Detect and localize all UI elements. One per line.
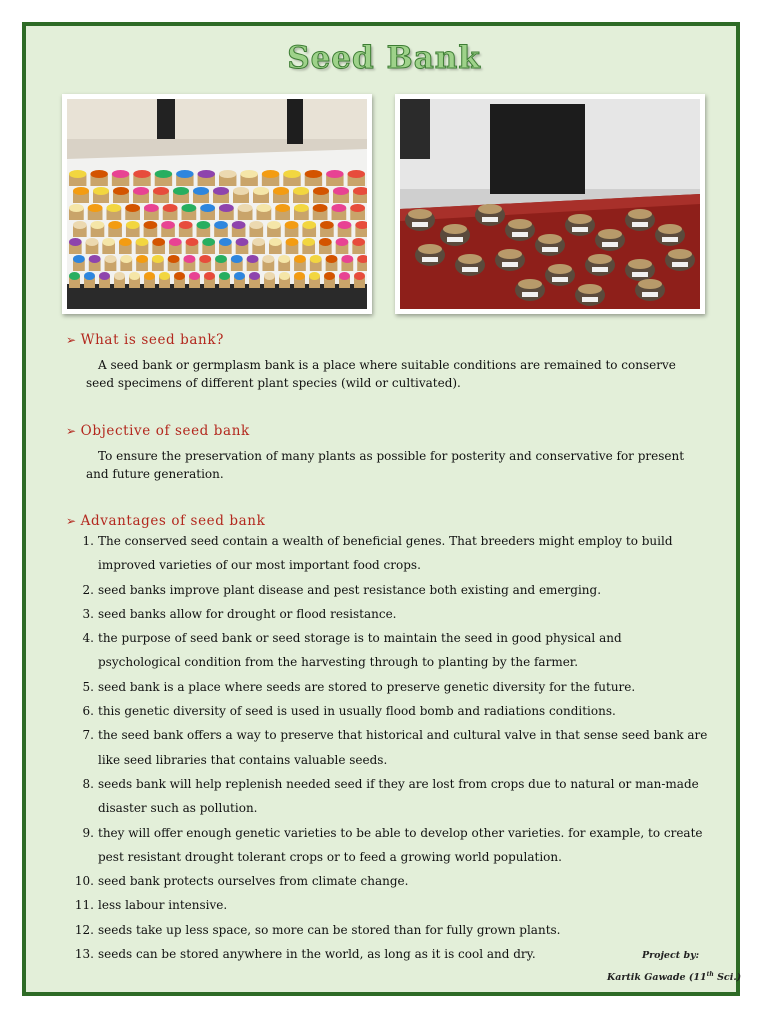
jar-cap bbox=[91, 221, 105, 229]
paragraph-text: A seed bank or germplasm bank is a place where suitable conditions are remained to conserve seed specimens of different plant species (wild or cultivated). bbox=[86, 358, 676, 390]
jar-cap bbox=[286, 238, 299, 246]
jar-cap bbox=[69, 272, 80, 280]
project-author bbox=[607, 971, 741, 983]
seed-jars-photo bbox=[62, 94, 372, 314]
list-number: 7. bbox=[82, 728, 94, 743]
jar-cap bbox=[240, 170, 257, 178]
list-text: seed bank is a place where seeds are stored to preserve genetic diversity for the future. bbox=[98, 679, 636, 694]
list-number: 1. bbox=[82, 534, 94, 548]
pot-label bbox=[582, 297, 598, 302]
jar-cap bbox=[293, 187, 309, 195]
pot-seeds bbox=[408, 209, 432, 219]
jar-cap bbox=[313, 187, 329, 195]
list-text: this genetic diversity of seed is used in usually flood bomb and radiations conditions. bbox=[98, 704, 616, 719]
jar-cap bbox=[341, 255, 353, 263]
jar-cap bbox=[238, 204, 253, 212]
pot-label bbox=[502, 262, 518, 267]
jar-cap bbox=[168, 255, 180, 263]
jar-cap bbox=[219, 170, 236, 178]
pot-seeds bbox=[508, 219, 532, 229]
jar-cap bbox=[313, 204, 328, 212]
jar-cap bbox=[88, 204, 103, 212]
pot-seeds bbox=[498, 249, 522, 259]
list-item bbox=[82, 723, 708, 772]
jar-cap bbox=[113, 187, 129, 195]
jar-cap bbox=[197, 221, 211, 229]
pot-seeds bbox=[598, 229, 622, 239]
pot-label bbox=[662, 237, 678, 242]
seed-pots-photo bbox=[395, 94, 705, 314]
jar-cap bbox=[294, 272, 305, 280]
jar-cap bbox=[202, 238, 215, 246]
heading-what-is-seed-bank bbox=[66, 332, 224, 348]
jar-cap bbox=[264, 272, 275, 280]
jar-cap bbox=[152, 238, 165, 246]
list-text: The conserved seed contain a wealth of beneficial genes. That breeders might employ to build improved varieties of our most important food crops. bbox=[98, 534, 673, 573]
jar-cap bbox=[108, 221, 122, 229]
jar-cap bbox=[169, 238, 182, 246]
jar-cap bbox=[324, 272, 335, 280]
jar-cap bbox=[86, 238, 99, 246]
list-number: 6. bbox=[82, 704, 94, 719]
jar-cap bbox=[133, 187, 149, 195]
pot-seeds bbox=[588, 254, 612, 264]
list-number: 2. bbox=[82, 582, 94, 597]
advantages-list bbox=[74, 529, 708, 966]
jar-cap bbox=[112, 170, 129, 178]
pot-seeds bbox=[638, 279, 662, 289]
heading-objective bbox=[66, 423, 250, 439]
list-text: seed bank protects ourselves from climate change. bbox=[98, 874, 409, 889]
author-name: Kartik Gawade (11 bbox=[607, 972, 707, 984]
pot-label bbox=[447, 237, 463, 242]
list-item bbox=[74, 893, 708, 917]
jar-cap bbox=[189, 272, 200, 280]
objective-paragraph bbox=[86, 447, 706, 483]
jar-cap bbox=[174, 272, 185, 280]
jar-cap bbox=[302, 221, 316, 229]
pot-seeds bbox=[628, 259, 652, 269]
jar-cap bbox=[144, 272, 155, 280]
jar-cap bbox=[69, 238, 82, 246]
jar-cap bbox=[309, 272, 320, 280]
list-number: 8. bbox=[82, 776, 94, 791]
heading-text: What is seed bank? bbox=[80, 332, 224, 348]
jar-cap bbox=[269, 238, 282, 246]
author-sup: th bbox=[706, 971, 714, 978]
jar-cap bbox=[107, 204, 122, 212]
jar-cap bbox=[84, 272, 95, 280]
list-number: 12. bbox=[74, 922, 94, 937]
jar-cap bbox=[336, 238, 349, 246]
jar-cap bbox=[233, 187, 249, 195]
jar-cap bbox=[339, 272, 350, 280]
list-number: 11. bbox=[74, 898, 94, 913]
jar-cap bbox=[105, 255, 117, 263]
pot-seeds bbox=[518, 279, 542, 289]
jar-cap bbox=[144, 221, 158, 229]
jar-cap bbox=[348, 170, 365, 178]
jar-cap bbox=[90, 170, 107, 178]
jar-cap bbox=[310, 255, 322, 263]
jar-cap bbox=[179, 221, 193, 229]
list-number: 9. bbox=[82, 825, 94, 840]
jar-cap bbox=[193, 187, 209, 195]
jar-cap bbox=[338, 221, 352, 229]
list-number: 5. bbox=[82, 679, 94, 694]
jar-cap bbox=[125, 204, 140, 212]
jar-cap bbox=[294, 255, 306, 263]
jar-cap bbox=[182, 204, 197, 212]
jar-cap bbox=[352, 238, 365, 246]
pot-seeds bbox=[668, 249, 692, 259]
jar-cap bbox=[326, 255, 338, 263]
jar-cap bbox=[114, 272, 125, 280]
jar-cap bbox=[267, 221, 281, 229]
list-number: 3. bbox=[82, 606, 94, 621]
jar-cap bbox=[262, 170, 279, 178]
list-number: 4. bbox=[82, 631, 94, 646]
pot-label bbox=[422, 257, 438, 262]
jar-cap bbox=[215, 255, 227, 263]
jar-cap bbox=[262, 255, 274, 263]
list-item bbox=[74, 918, 708, 942]
pot-label bbox=[632, 222, 648, 227]
jar-cap bbox=[302, 238, 315, 246]
heading-text: Objective of seed bank bbox=[80, 423, 250, 439]
pot-seeds bbox=[443, 224, 467, 234]
jar-cap bbox=[249, 221, 263, 229]
jar-cap bbox=[204, 272, 215, 280]
jar-cap bbox=[319, 238, 332, 246]
list-text: the purpose of seed bank or seed storage is to maintain the seed in good physical and psychological condition from the harvesting through to planting by the farmer. bbox=[98, 631, 622, 670]
jar-cap bbox=[257, 204, 272, 212]
list-text: seed banks allow for drought or flood resistance. bbox=[98, 606, 397, 621]
jar-cap bbox=[136, 238, 149, 246]
list-text: seeds bank will help replenish needed seed if they are lost from crops due to natural or man-made disaster such as pollution. bbox=[98, 776, 699, 816]
project-by-label: Project by: bbox=[642, 950, 700, 961]
jar-cap bbox=[214, 221, 228, 229]
jar-cap bbox=[126, 221, 140, 229]
jar-cap bbox=[186, 238, 199, 246]
jar-cap bbox=[199, 255, 211, 263]
jar-cap bbox=[275, 204, 290, 212]
jar-cap bbox=[213, 187, 229, 195]
jar-cap bbox=[219, 204, 234, 212]
arrow-bullet-icon: ➢ bbox=[66, 424, 77, 438]
jar-cap bbox=[152, 255, 164, 263]
list-item bbox=[82, 675, 708, 699]
pot-label bbox=[572, 227, 588, 232]
jar-cap bbox=[73, 221, 87, 229]
pot-seeds bbox=[478, 204, 502, 214]
pot-label bbox=[482, 217, 498, 222]
jar-cap bbox=[247, 255, 259, 263]
pot-label bbox=[552, 277, 568, 282]
jar-cap bbox=[231, 255, 243, 263]
pot-seeds bbox=[568, 214, 592, 224]
list-item bbox=[82, 578, 708, 602]
jar-cap bbox=[133, 170, 150, 178]
jar-cap bbox=[73, 187, 89, 195]
jar-cap bbox=[69, 204, 84, 212]
pot-label bbox=[642, 292, 658, 297]
pot-label bbox=[672, 262, 688, 267]
jar-cap bbox=[155, 170, 172, 178]
jar-cap bbox=[200, 204, 215, 212]
page-title: Seed Bank bbox=[287, 40, 481, 76]
pot-seeds bbox=[538, 234, 562, 244]
jar-cap bbox=[93, 187, 109, 195]
pot-label bbox=[542, 247, 558, 252]
pot-label bbox=[592, 267, 608, 272]
jar-cap bbox=[320, 221, 334, 229]
jar-cap bbox=[278, 255, 290, 263]
jar-cap bbox=[69, 170, 86, 178]
list-text: seed banks improve plant disease and pest resistance both existing and emerging. bbox=[98, 582, 602, 597]
arrow-bullet-icon: ➢ bbox=[66, 514, 77, 528]
list-item bbox=[74, 942, 708, 966]
pot-seeds bbox=[458, 254, 482, 264]
list-number: 10. bbox=[74, 874, 94, 889]
paragraph-text: To ensure the preservation of many plants as possible for posterity and conservative for present and future generation. bbox=[86, 449, 685, 481]
jar-cap bbox=[219, 272, 230, 280]
seed-pots-illustration bbox=[400, 99, 700, 309]
jar-cap bbox=[326, 170, 343, 178]
jar-cap bbox=[232, 221, 246, 229]
jar-cap bbox=[119, 238, 132, 246]
jar-cap bbox=[159, 272, 170, 280]
list-item bbox=[82, 602, 708, 626]
jar-cap bbox=[236, 238, 249, 246]
jar-cap bbox=[99, 272, 110, 280]
pot-label bbox=[412, 222, 428, 227]
jar-cap bbox=[144, 204, 159, 212]
what-is-paragraph bbox=[86, 356, 706, 392]
jar-cap bbox=[252, 238, 265, 246]
jar-cap bbox=[89, 255, 101, 263]
list-item bbox=[82, 821, 708, 870]
list-text: less labour intensive. bbox=[98, 898, 228, 913]
pot-seeds bbox=[418, 244, 442, 254]
jar-cap bbox=[173, 187, 189, 195]
jar-cap bbox=[73, 255, 85, 263]
list-text: the seed bank offers a way to preserve that historical and cultural valve in that sense seed bank are like seed libraries that contains valuable seeds. bbox=[98, 728, 708, 767]
jar-cap bbox=[163, 204, 178, 212]
jar-cap bbox=[198, 170, 215, 178]
jar-cap bbox=[354, 272, 365, 280]
heading-advantages bbox=[66, 513, 265, 529]
jar-cap bbox=[249, 272, 260, 280]
jar-cap bbox=[294, 204, 309, 212]
heading-text: Advantages of seed bank bbox=[80, 513, 266, 529]
pot-seeds bbox=[578, 284, 602, 294]
jar-cap bbox=[102, 238, 115, 246]
jar-cap bbox=[153, 187, 169, 195]
pot-label bbox=[522, 292, 538, 297]
list-text: they will offer enough genetic varieties to be able to develop other varieties. for example, to create pest resistant drought tolerant crops or to feed a growing world population. bbox=[98, 825, 703, 864]
jar-cap bbox=[184, 255, 196, 263]
jar-cap bbox=[350, 204, 365, 212]
list-item bbox=[82, 699, 708, 723]
list-text: seeds take up less space, so more can be stored than for fully grown plants. bbox=[98, 922, 561, 937]
list-item bbox=[74, 869, 708, 893]
jar-cap bbox=[136, 255, 148, 263]
pot-seeds bbox=[628, 209, 652, 219]
pot-label bbox=[512, 232, 528, 237]
seed-jars-illustration bbox=[67, 99, 367, 309]
list-item bbox=[82, 529, 708, 578]
jar-cap bbox=[283, 170, 300, 178]
jar-cap bbox=[273, 187, 289, 195]
jar-cap bbox=[285, 221, 299, 229]
pot-label bbox=[632, 272, 648, 277]
list-number: 13. bbox=[74, 947, 94, 962]
jar-cap bbox=[161, 221, 175, 229]
jar-cap bbox=[120, 255, 132, 263]
pot-seeds bbox=[658, 224, 682, 234]
jar-cap bbox=[129, 272, 140, 280]
jar-cap bbox=[253, 187, 269, 195]
pot-label bbox=[462, 267, 478, 272]
jar-cap bbox=[176, 170, 193, 178]
author-suffix: Sci.) bbox=[713, 972, 742, 984]
pot-label bbox=[602, 242, 618, 247]
jar-cap bbox=[219, 238, 232, 246]
jar-cap bbox=[332, 204, 347, 212]
list-item bbox=[82, 772, 708, 821]
jar-cap bbox=[234, 272, 245, 280]
list-item bbox=[82, 626, 708, 675]
list-text: seeds can be stored anywhere in the world, as long as it is cool and dry. bbox=[98, 947, 536, 962]
jar-cap bbox=[333, 187, 349, 195]
pot-seeds bbox=[548, 264, 572, 274]
jar-cap bbox=[279, 272, 290, 280]
arrow-bullet-icon: ➢ bbox=[66, 333, 77, 347]
jar-cap bbox=[305, 170, 322, 178]
